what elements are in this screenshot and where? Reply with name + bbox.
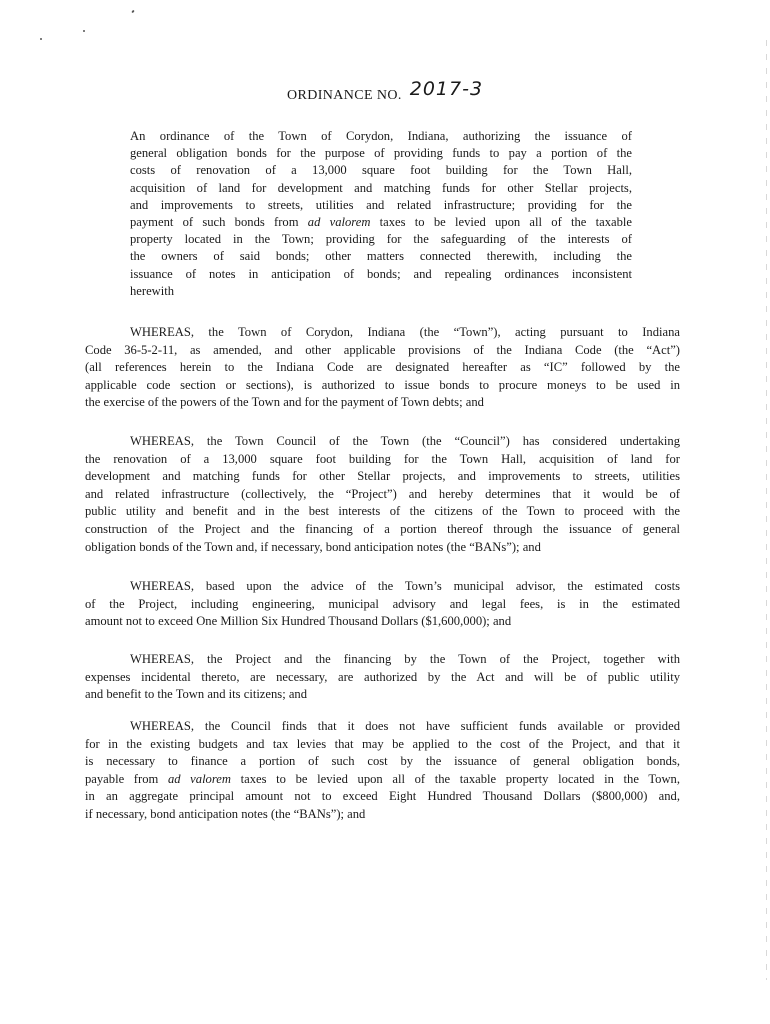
paragraph-line-text: WHEREAS, the Town Council of the Town (the “Council”) has considered undertaking bbox=[130, 434, 680, 448]
whereas-paragraph-2 bbox=[85, 433, 680, 556]
whereas-paragraph-5 bbox=[85, 718, 680, 824]
italic-term: ad valorem bbox=[167, 771, 231, 786]
paragraph-line: (all references herein to the Indiana Code are designated hereafter as “IC” followed by the bbox=[85, 360, 680, 375]
summary-line: An ordinance of the Town of Corydon, Indiana, authorizing the issuance of bbox=[130, 129, 632, 143]
summary-line: herewith bbox=[130, 283, 175, 298]
paragraph-line: Code 36-5-2-11, as amended, and other applicable provisions of the Indiana Code (the “Act”) bbox=[85, 342, 680, 357]
paragraph-line-text: WHEREAS, the Project and the financing by the Town of the Project, together with bbox=[130, 652, 680, 666]
paragraph-line: the renovation of a 13,000 square foot building for the Town Hall, acquisition of land for bbox=[85, 451, 680, 466]
paragraph-line: expenses incidental thereto, are necessary, are authorized by the Act and will be of public utility bbox=[85, 669, 680, 684]
paragraph-line: public utility and benefit and in the best interests of the citizens of the Town to proceed with the bbox=[85, 504, 680, 519]
paragraph-line-text: WHEREAS, the Council finds that it does not have sufficient funds available or provided bbox=[130, 719, 680, 733]
paragraph-line: if necessary, bond anticipation notes (the “BANs”); and bbox=[85, 806, 366, 821]
summary-line: acquisition of land for development and matching funds for other Stellar projects, bbox=[130, 180, 632, 195]
summary-line: costs of renovation of a 13,000 square foot building for the Town Hall, bbox=[130, 163, 632, 178]
paragraph-line: is necessary to finance a portion of such cost by the issuance of general obligation bonds, bbox=[85, 754, 680, 769]
paragraph-line-text: WHEREAS, the Town of Corydon, Indiana (the “Town”), acting pursuant to Indiana bbox=[130, 325, 680, 339]
ordinance-title-label: ORDINANCE NO. bbox=[286, 88, 402, 103]
paragraph-line: the exercise of the powers of the Town and for the payment of Town debts; and bbox=[85, 395, 484, 410]
ordinance-summary bbox=[130, 128, 632, 300]
ordinance-title bbox=[0, 78, 770, 104]
paragraph-line: and related infrastructure (collectively, the “Project”) and hereby determines that it would be of bbox=[85, 486, 680, 501]
summary-line-italic: payment of such bonds from ad valorem taxes to be levied upon all of the taxable bbox=[130, 215, 632, 230]
paragraph-line bbox=[85, 433, 680, 451]
ordinance-number-handwritten: 2017-3 bbox=[409, 78, 484, 100]
paragraph-line-italic: payable from ad valorem taxes to be levied upon all of the taxable property located in the Town, bbox=[85, 771, 680, 786]
paragraph-line-text: WHEREAS, based upon the advice of the Town’s municipal advisor, the estimated costs bbox=[130, 579, 680, 593]
italic-term: ad valorem bbox=[307, 215, 371, 230]
summary-line: general obligation bonds for the purpose of providing funds to pay a portion of the bbox=[130, 146, 632, 161]
scan-edge-line bbox=[766, 40, 767, 980]
paragraph-line: obligation bonds of the Town and, if necessary, bond anticipation notes (the “BANs”); and bbox=[85, 539, 541, 554]
whereas-paragraph-1 bbox=[85, 324, 680, 412]
paragraph-line: applicable code section or sections), is authorized to issue bonds to procure moneys to be used in bbox=[85, 377, 680, 392]
summary-line: and improvements to streets, utilities and related infrastructure; providing for the bbox=[130, 197, 632, 212]
paragraph-line: amount not to exceed One Million Six Hundred Thousand Dollars ($1,600,000); and bbox=[85, 614, 512, 629]
scan-speck bbox=[83, 30, 85, 32]
paragraph-line bbox=[85, 718, 680, 736]
paragraph-line: for in the existing budgets and tax levies that may be applied to the cost of the Project, and that it bbox=[85, 736, 680, 751]
paragraph-line: in an aggregate principal amount not to exceed Eight Hundred Thousand Dollars ($800,000) and, bbox=[85, 789, 680, 804]
paragraph-line: development and matching funds for other Stellar projects, and improvements to streets, utilities bbox=[85, 469, 680, 484]
scan-speck bbox=[131, 10, 134, 14]
paragraph-line: of the Project, including engineering, municipal advisory and legal fees, is in the estimated bbox=[85, 596, 680, 611]
summary-line: issuance of notes in anticipation of bonds; and repealing ordinances inconsistent bbox=[130, 266, 632, 281]
whereas-paragraph-4 bbox=[85, 651, 680, 704]
paragraph-line bbox=[85, 324, 680, 342]
whereas-paragraph-3 bbox=[85, 578, 680, 631]
paragraph-line bbox=[85, 578, 680, 596]
paragraph-line bbox=[85, 651, 680, 669]
summary-line: property located in the Town; providing for the safeguarding of the interests of bbox=[130, 232, 632, 247]
scan-speck bbox=[40, 38, 42, 40]
paragraph-line: construction of the Project and the financing of a portion thereof through the issuance of general bbox=[85, 521, 680, 536]
summary-line: the owners of said bonds; other matters connected therewith, including the bbox=[130, 249, 632, 264]
paragraph-line: and benefit to the Town and its citizens; and bbox=[85, 687, 308, 702]
